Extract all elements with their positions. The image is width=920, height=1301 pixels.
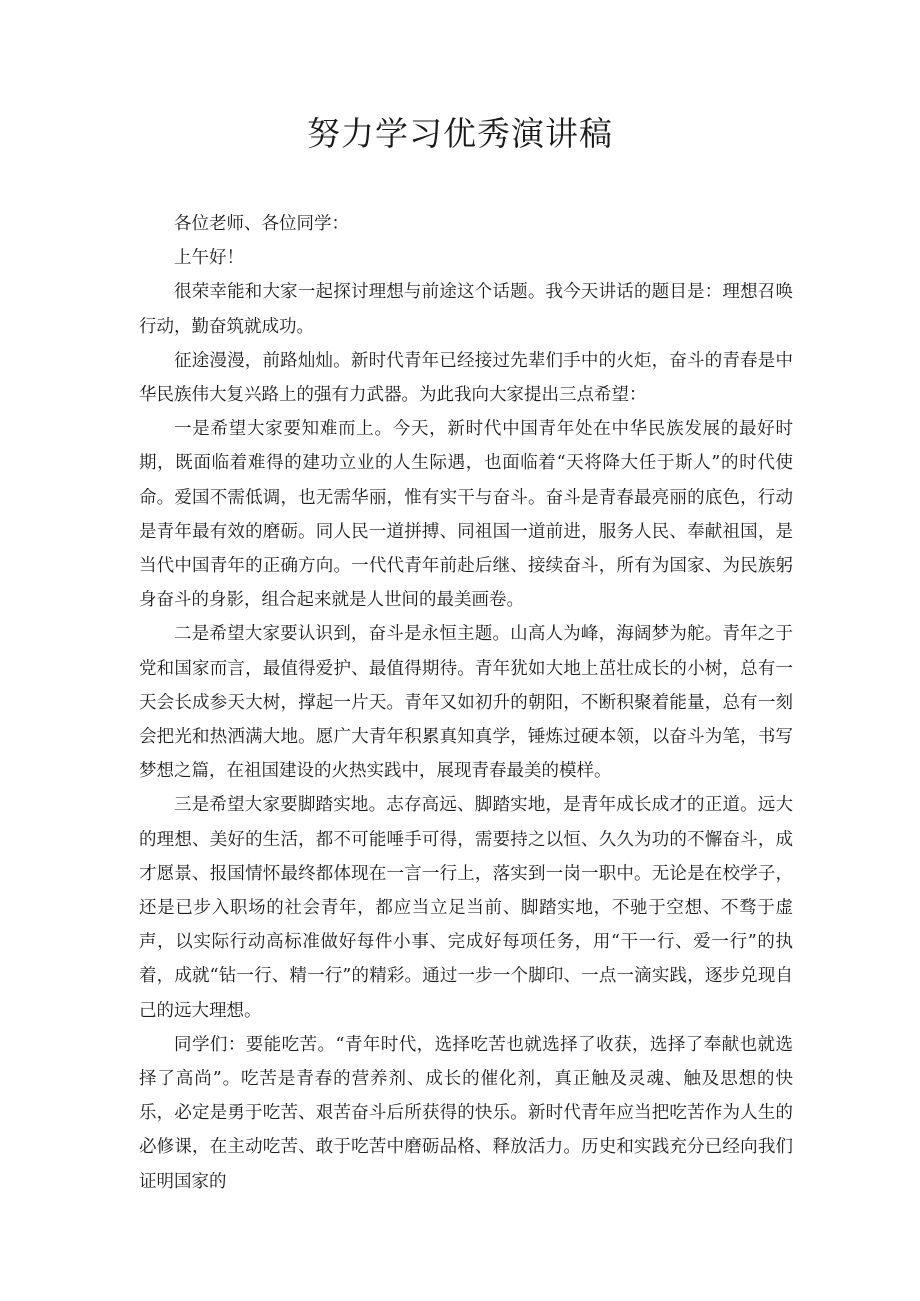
paragraph-hope-one: 一是希望大家要知难而上。今天，新时代中国青年处在中华民族发展的最好时期，既面临着难得的建功立业的人生际遇，也面临着“天将降大任于斯人”的时代使命。爱国不需低调，也无需华丽，惟有实干与奋斗。奋斗是青春最亮丽的底色，行动是青年最有效的磨砺。同人民一道拼搏、同祖国一道前进，服务人民、奉献祖国，是当代中国青年的正确方向。一代代青年前赴后继、接续奋斗，所有为国家、为民族躬身奋斗的身影，组合起来就是人世间的最美画卷。 — [139, 419, 793, 611]
paragraph-hope-three: 三是希望大家要脚踏实地。志存高远、脚踏实地，是青年成长成才的正道。远大的理想、美好的生活，都不可能唾手可得，需要持之以恒、久久为功的不懈奋斗，成才愿景、报国情怀最终都体现在一言一行上，落实到一岗一职中。无论是在校学子，还是已步入职场的社会青年，都应当立足当前、脚踏实地，不驰于空想、不骛于虚声，以实际行动高标准做好每件小事、完成好每项任务，用“干一行、爱一行”的执着，成就“钻一行、精一行”的精彩。通过一步一个脚印、一点一滴实践，逐步兑现自己的远大理想。 — [139, 795, 793, 1021]
paragraph-salutation: 各位老师、各位同学： — [174, 214, 349, 234]
document-body — [139, 207, 793, 1199]
paragraph-hardship: 同学们：要能吃苦。“青年时代，选择吃苦也就选择了收获，选择了奉献也就选择了高尚”。吃苦是青春的营养剂、成长的催化剂，真正触及灵魂、触及思想的快乐，必定是勇于吃苦、艰苦奋斗后所获得的快乐。新时代青年应当把吃苦作为人生的必修课，在主动吃苦、敢于吃苦中磨砺品格、释放活力。历史和实践充分已经向我们证明国家的 — [139, 1034, 793, 1192]
document-title: 努力学习优秀演讲稿 — [307, 114, 613, 153]
paragraph-hope-two: 二是希望大家要认识到，奋斗是永恒主题。山高人为峰，海阔梦为舵。青年之于党和国家而言，最值得爱护、最值得期待。青年犹如大地上茁壮成长的小树，总有一天会长成参天大树，撑起一片天。青年又如初升的朝阳，不断积聚着能量，总有一刻会把光和热洒满大地。愿广大青年积累真知真学，锤炼过硬本领，以奋斗为笔，书写梦想之篇，在祖国建设的火热实践中，展现青春最美的模样。 — [139, 624, 793, 782]
paragraph-preface: 征途漫漫，前路灿灿。新时代青年已经接过先辈们手中的火炬，奋斗的青春是中华民族伟大复兴路上的强有力武器。为此我向大家提出三点希望： — [139, 350, 793, 406]
paragraph-greeting: 上午好！ — [174, 248, 244, 269]
paragraph-intro: 很荣幸能和大家一起探讨理想与前途这个话题。我今天讲话的题目是：理想召唤行动，勤奋筑就成功。 — [139, 282, 793, 337]
